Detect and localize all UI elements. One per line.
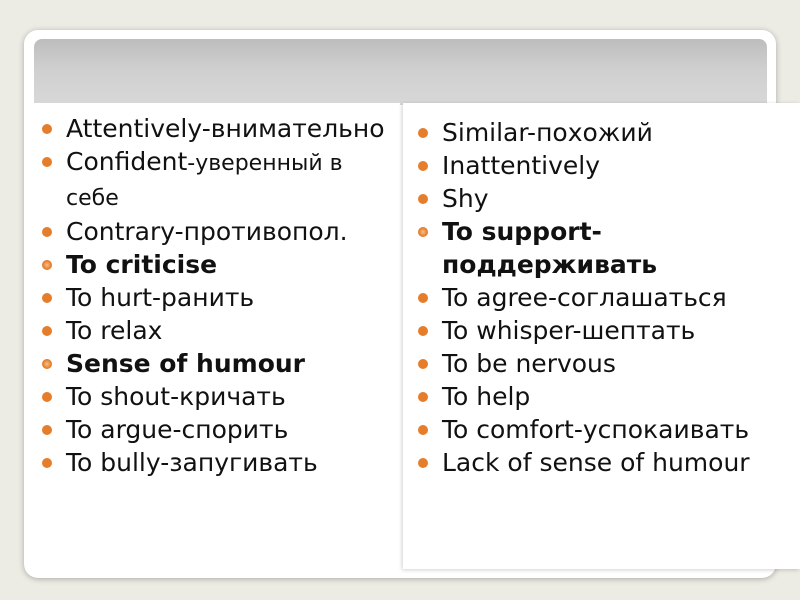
list-item bbox=[414, 314, 800, 347]
list-item-text: To whisper-шептать bbox=[442, 316, 696, 345]
list-item bbox=[38, 347, 398, 380]
list-item-text: To argue-спорить bbox=[66, 415, 289, 444]
list-item bbox=[414, 413, 800, 446]
list-item bbox=[38, 314, 398, 347]
list-item-text: Similar-похожий bbox=[442, 118, 653, 147]
bullet-icon bbox=[42, 227, 52, 237]
list-item bbox=[38, 446, 398, 479]
list-item bbox=[38, 145, 398, 215]
list-item-text: To relax bbox=[66, 316, 163, 345]
bullet-icon bbox=[42, 326, 52, 336]
bullet-icon bbox=[42, 458, 52, 468]
slide-header-band bbox=[34, 39, 767, 105]
bullet-icon bbox=[418, 392, 428, 402]
bullet-icon bbox=[418, 425, 428, 435]
list-item bbox=[414, 347, 800, 380]
bullet-icon bbox=[42, 392, 52, 402]
bullet-icon bbox=[42, 124, 52, 134]
list-item-text: To hurt-ранить bbox=[66, 283, 255, 312]
list-item-text: To support-поддерживать bbox=[442, 217, 658, 279]
list-item-text: Contrary-противопол. bbox=[66, 217, 348, 246]
list-item-text: To be nervous bbox=[442, 349, 616, 378]
list-item-text: Confident bbox=[66, 147, 188, 176]
list-item bbox=[414, 446, 800, 479]
bullet-icon bbox=[42, 293, 52, 303]
right-vocabulary-list bbox=[414, 116, 800, 479]
bullet-icon bbox=[418, 128, 428, 138]
bullet-icon bbox=[418, 227, 428, 237]
list-item-text: Inattentively bbox=[442, 151, 601, 180]
bullet-icon bbox=[42, 425, 52, 435]
bullet-icon bbox=[418, 194, 428, 204]
list-item-text: To comfort-успокаивать bbox=[442, 415, 750, 444]
list-item bbox=[38, 248, 398, 281]
bullet-icon bbox=[418, 458, 428, 468]
list-item-text: To agree-соглашаться bbox=[442, 283, 727, 312]
bullet-icon bbox=[418, 326, 428, 336]
list-item-text: Shy bbox=[442, 184, 489, 213]
list-item bbox=[414, 215, 800, 281]
bullet-icon bbox=[418, 161, 428, 171]
list-item-text: To shout-кричать bbox=[66, 382, 286, 411]
list-item bbox=[414, 380, 800, 413]
list-item bbox=[38, 112, 398, 145]
list-item bbox=[38, 413, 398, 446]
list-item bbox=[414, 281, 800, 314]
list-item-text: Sense of humour bbox=[66, 349, 306, 378]
list-item bbox=[38, 215, 398, 248]
list-item-text: To criticise bbox=[66, 250, 218, 279]
list-item bbox=[414, 116, 800, 149]
bullet-icon bbox=[418, 359, 428, 369]
list-item-text: To bully-запугивать bbox=[66, 448, 318, 477]
list-item bbox=[414, 149, 800, 182]
list-item-suffix: -уверенный в себе bbox=[66, 151, 343, 211]
list-item bbox=[38, 281, 398, 314]
list-item bbox=[38, 380, 398, 413]
list-item-text: To help bbox=[442, 382, 531, 411]
list-item bbox=[414, 182, 800, 215]
bullet-icon bbox=[42, 157, 52, 167]
bullet-icon bbox=[418, 293, 428, 303]
bullet-icon bbox=[42, 260, 52, 270]
list-item-text: Lack of sense of humour bbox=[442, 448, 750, 477]
left-vocabulary-list bbox=[38, 112, 398, 479]
list-item-text: Attentively-внимательно bbox=[66, 114, 385, 143]
bullet-icon bbox=[42, 359, 52, 369]
